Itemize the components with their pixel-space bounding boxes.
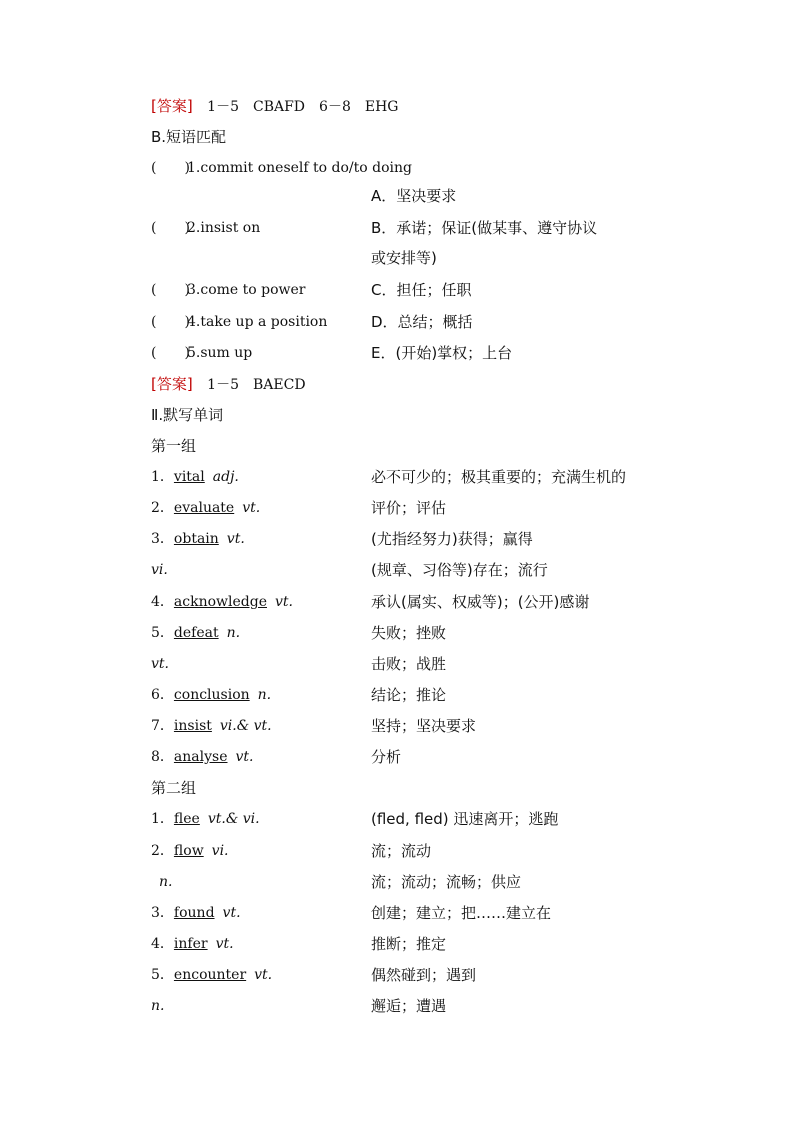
word: vital xyxy=(173,469,205,485)
option: B．承诺；保证(做某事、遵守协议 xyxy=(371,219,598,237)
phrase: 4.take up a position xyxy=(187,314,328,330)
word-row xyxy=(151,962,751,988)
word: found xyxy=(173,905,215,921)
meaning: 承认(属实、权威等)；(公开)感谢 xyxy=(371,593,590,611)
part-of-speech: vt. xyxy=(275,594,293,610)
word-row xyxy=(151,993,751,1019)
part-of-speech: vt. xyxy=(235,749,254,765)
word-row xyxy=(151,806,751,832)
item-number: 3． xyxy=(151,905,174,921)
word-row xyxy=(151,838,751,864)
word: flee xyxy=(173,811,200,827)
part-of-speech: n. xyxy=(257,687,272,703)
word-row xyxy=(151,744,751,770)
word: defeat xyxy=(173,625,219,641)
phrase: 3.come to power xyxy=(187,282,306,298)
answer-line-1 xyxy=(151,93,751,119)
matching-row xyxy=(151,215,751,241)
meaning: 创建；建立；把……建立在 xyxy=(371,904,552,922)
item-number: 2． xyxy=(151,500,174,516)
group-2-title: 第二组 xyxy=(151,779,197,797)
option: C．担任；任职 xyxy=(371,281,472,299)
word-row xyxy=(151,713,751,739)
part-of-speech: vi. xyxy=(211,843,229,859)
part-of-speech: n. xyxy=(226,625,241,641)
phrase: 2.insist on xyxy=(187,220,261,236)
word: acknowledge xyxy=(173,594,267,610)
part-of-speech: vt.& vi. xyxy=(207,811,260,827)
item-number: 3． xyxy=(151,531,174,547)
meaning: 坚持；坚决要求 xyxy=(371,717,477,735)
word-row xyxy=(151,931,751,957)
meaning: 评价；评估 xyxy=(371,499,447,517)
word-row xyxy=(151,651,751,677)
group-1-title: 第一组 xyxy=(151,437,197,455)
matching-row xyxy=(151,309,751,335)
meaning: (尤指经努力)获得；赢得 xyxy=(371,530,533,548)
item-number: 8． xyxy=(151,749,174,765)
word: obtain xyxy=(173,531,219,547)
item-number: 2． xyxy=(151,843,174,859)
part-of-speech: vt. xyxy=(242,500,261,516)
item-number: 1． xyxy=(151,469,174,485)
meaning: 击败；战胜 xyxy=(371,655,447,673)
answer-blank: ( ) xyxy=(151,160,190,176)
word: infer xyxy=(173,936,208,952)
part-of-speech: vi. xyxy=(151,562,168,578)
part-of-speech: vt. xyxy=(222,905,241,921)
meaning: 分析 xyxy=(371,748,402,766)
word-row xyxy=(151,495,751,521)
part-of-speech: vt. xyxy=(254,967,273,983)
option: A．坚决要求 xyxy=(371,187,457,205)
option: 或安排等) xyxy=(371,249,437,267)
meaning: 结论；推论 xyxy=(371,686,447,704)
part-of-speech: n. xyxy=(159,874,173,890)
item-number: 1． xyxy=(151,811,174,827)
part-of-speech: vt. xyxy=(226,531,245,547)
answer-label: [答案] xyxy=(151,375,193,393)
section-ii-title: Ⅱ.默写单词 xyxy=(151,406,224,424)
meaning: 流；流动 xyxy=(371,842,432,860)
word: evaluate xyxy=(173,500,235,516)
matching-row xyxy=(151,340,751,366)
matching-row xyxy=(151,277,751,303)
item-number: 6． xyxy=(151,687,174,703)
word: analyse xyxy=(173,749,228,765)
matching-row xyxy=(151,183,751,209)
answer-line-2 xyxy=(151,371,751,397)
section-b-title: B.短语匹配 xyxy=(151,128,227,146)
answer-label: [答案] xyxy=(151,97,193,115)
word: insist xyxy=(173,718,212,734)
word-row xyxy=(151,869,751,895)
item-number: 7． xyxy=(151,718,174,734)
item-number: 4． xyxy=(151,936,174,952)
word-row xyxy=(151,464,751,490)
answer-blank: ( ) xyxy=(151,345,190,361)
meaning: 失败；挫败 xyxy=(371,624,447,642)
word-row xyxy=(151,682,751,708)
answer-blank: ( ) xyxy=(151,220,190,236)
word-row xyxy=(151,900,751,926)
part-of-speech: adj. xyxy=(212,469,239,485)
word: conclusion xyxy=(173,687,250,703)
phrase: 1.commit oneself to do/to doing xyxy=(187,160,413,176)
answer-blank: ( ) xyxy=(151,282,190,298)
meaning: 推断；推定 xyxy=(371,935,447,953)
matching-row xyxy=(151,155,751,181)
part-of-speech: n. xyxy=(151,998,165,1014)
word: encounter xyxy=(173,967,247,983)
word: flow xyxy=(173,843,204,859)
item-number: 5． xyxy=(151,967,174,983)
part-of-speech: vt. xyxy=(151,656,169,672)
answer-text: 1－5 BAECD xyxy=(207,377,306,393)
item-number: 5． xyxy=(151,625,174,641)
meaning: 邂逅；遭遇 xyxy=(371,997,447,1015)
word-row xyxy=(151,557,751,583)
meaning: 必不可少的；极其重要的；充满生机的 xyxy=(371,468,627,486)
matching-row xyxy=(151,245,751,271)
meaning: 偶然碰到；遇到 xyxy=(371,966,477,984)
meaning: 流；流动；流畅；供应 xyxy=(371,873,522,891)
option: D．总结；概括 xyxy=(371,313,473,331)
meaning: (规章、习俗等)存在；流行 xyxy=(371,561,548,579)
answer-text: 1－5 CBAFD 6－8 EHG xyxy=(207,99,399,115)
option: E．(开始)掌权；上台 xyxy=(371,344,513,362)
item-number: 4． xyxy=(151,594,174,610)
word-row xyxy=(151,589,751,615)
meaning: (fled, fled) 迅速离开；逃跑 xyxy=(371,810,559,828)
part-of-speech: vi.& vt. xyxy=(219,718,272,734)
phrase: 5.sum up xyxy=(187,345,253,361)
word-row xyxy=(151,620,751,646)
word-row xyxy=(151,526,751,552)
answer-blank: ( ) xyxy=(151,314,190,330)
part-of-speech: vt. xyxy=(215,936,234,952)
